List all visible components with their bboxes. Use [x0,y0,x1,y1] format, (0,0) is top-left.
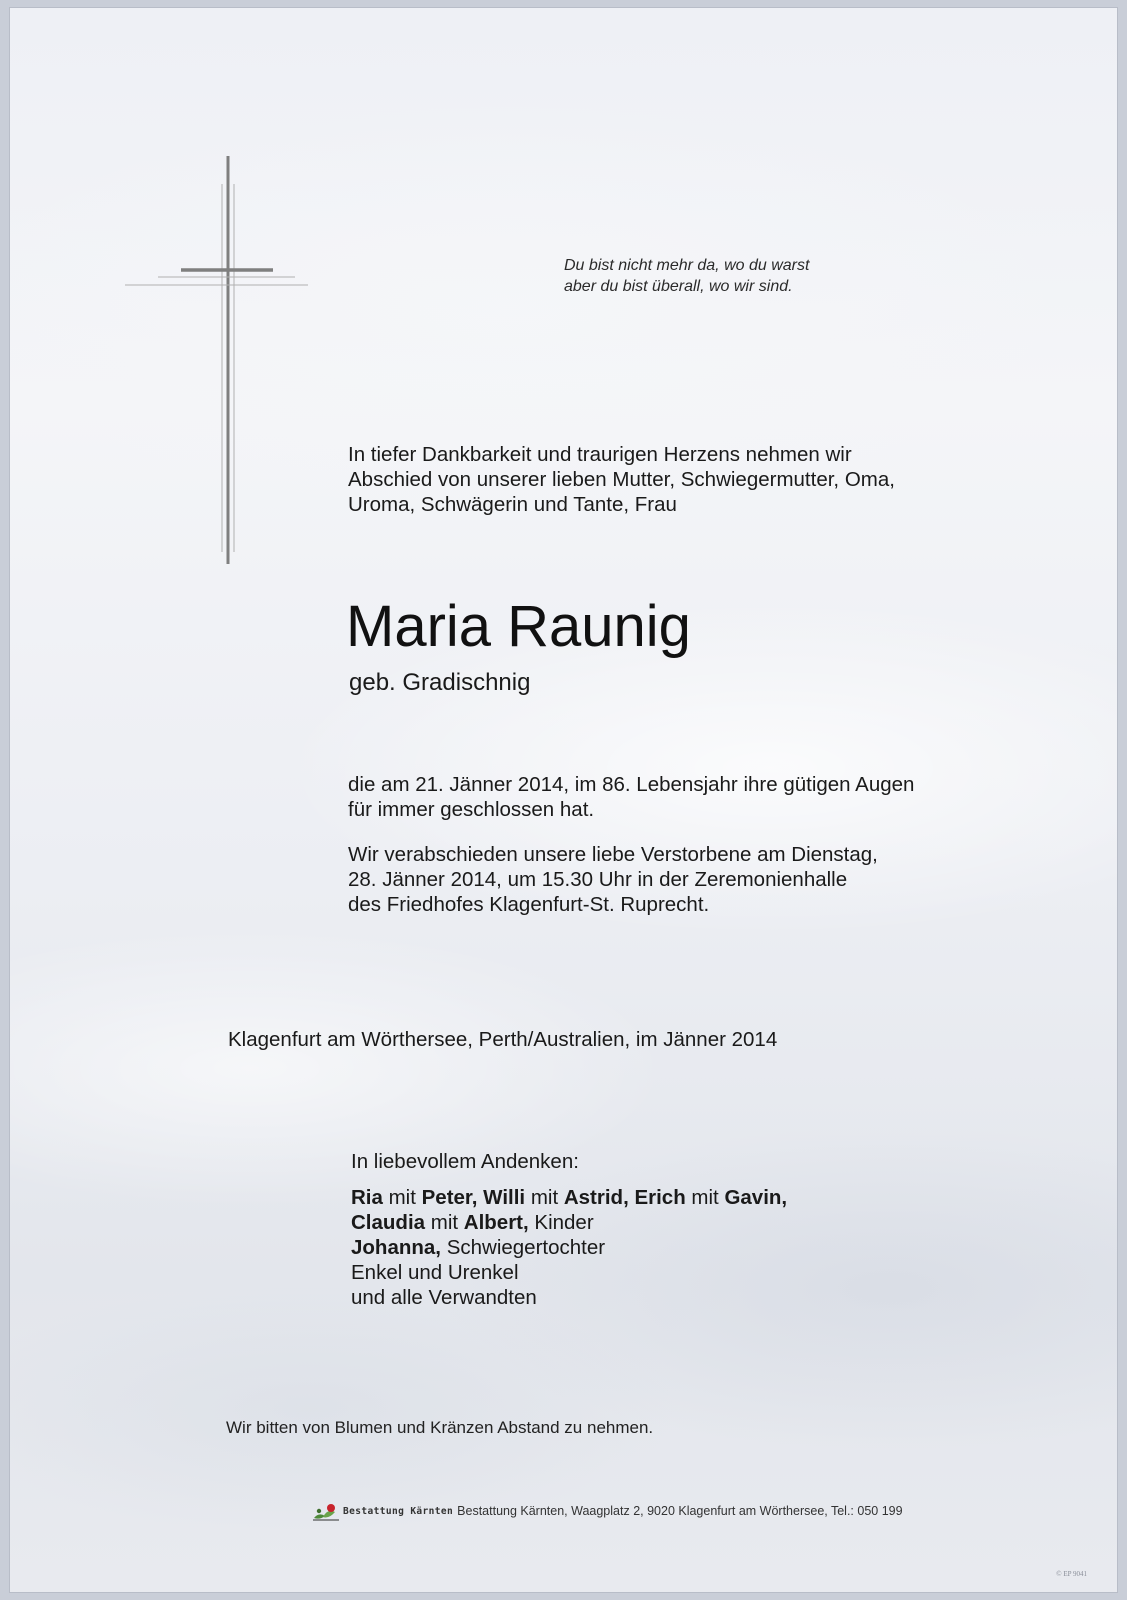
print-code: © EP 9041 [1056,1570,1087,1578]
cross-icon [125,156,325,576]
funeral-line: Wir verabschieden unsere liebe Verstorbene am Dienstag, [348,843,878,866]
funeral-home-logo [311,1498,453,1524]
maiden-name: geb. Gradischnig [349,669,531,696]
deceased-name: Maria Raunig [346,594,691,659]
funeral-info [348,842,1048,917]
family-line [351,1210,787,1235]
memorial-quote [564,255,924,297]
intro-text [348,442,1008,517]
death-details [348,772,1048,917]
family-connector: mit [425,1211,464,1234]
family-line: Enkel und Urenkel [351,1261,519,1284]
family-member: Peter, Willi [421,1186,526,1209]
family-role: Schwiegertochter [441,1236,606,1259]
place-and-date: Klagenfurt am Wörthersee, Perth/Australien, im Jänner 2014 [228,1028,778,1051]
family-line [351,1235,787,1260]
family-connector: mit [685,1186,725,1209]
funeral-line: 28. Jänner 2014, um 15.30 Uhr in der Zeremonienhalle [348,868,848,891]
obituary-card [10,8,1117,1592]
family-line [351,1185,787,1210]
death-notice-line: für immer geschlossen hat. [348,798,595,821]
family-connector: mit [382,1186,422,1209]
family-list [351,1185,787,1310]
flowers-note: Wir bitten von Blumen und Kränzen Abstand zu nehmen. [226,1418,654,1437]
family-member: Gavin, [724,1186,788,1209]
family-role: Kinder [528,1211,594,1234]
family-member: Ria [351,1186,383,1209]
family-heading: In liebevollem Andenken: [351,1150,579,1173]
quote-line: aber du bist überall, wo wir sind. [564,278,793,295]
flower-logo-icon [311,1500,341,1522]
family-member: Claudia [351,1211,426,1234]
intro-line: Abschied von unserer lieben Mutter, Schwiegermutter, Oma, [348,468,895,491]
death-notice [348,772,1048,822]
footer-address: Bestattung Kärnten, Waagplatz 2, 9020 Klagenfurt am Wörthersee, Tel.: 050 199 [457,1504,903,1518]
family-line: und alle Verwandten [351,1286,537,1309]
family-member: Albert, [463,1211,529,1234]
funeral-home-footer [311,1498,903,1524]
quote-line: Du bist nicht mehr da, wo du warst [564,257,810,274]
intro-line: Uroma, Schwägerin und Tante, Frau [348,493,677,516]
logo-text: Bestattung Kärnten [343,1505,454,1517]
family-member: Johanna, [351,1236,441,1259]
family-member: Astrid, Erich [563,1186,686,1209]
funeral-line: des Friedhofes Klagenfurt-St. Ruprecht. [348,893,710,916]
family-connector: mit [525,1186,564,1209]
death-notice-line: die am 21. Jänner 2014, im 86. Lebensjahr ihre gütigen Augen [348,773,915,796]
intro-line: In tiefer Dankbarkeit und traurigen Herzens nehmen wir [348,443,852,466]
